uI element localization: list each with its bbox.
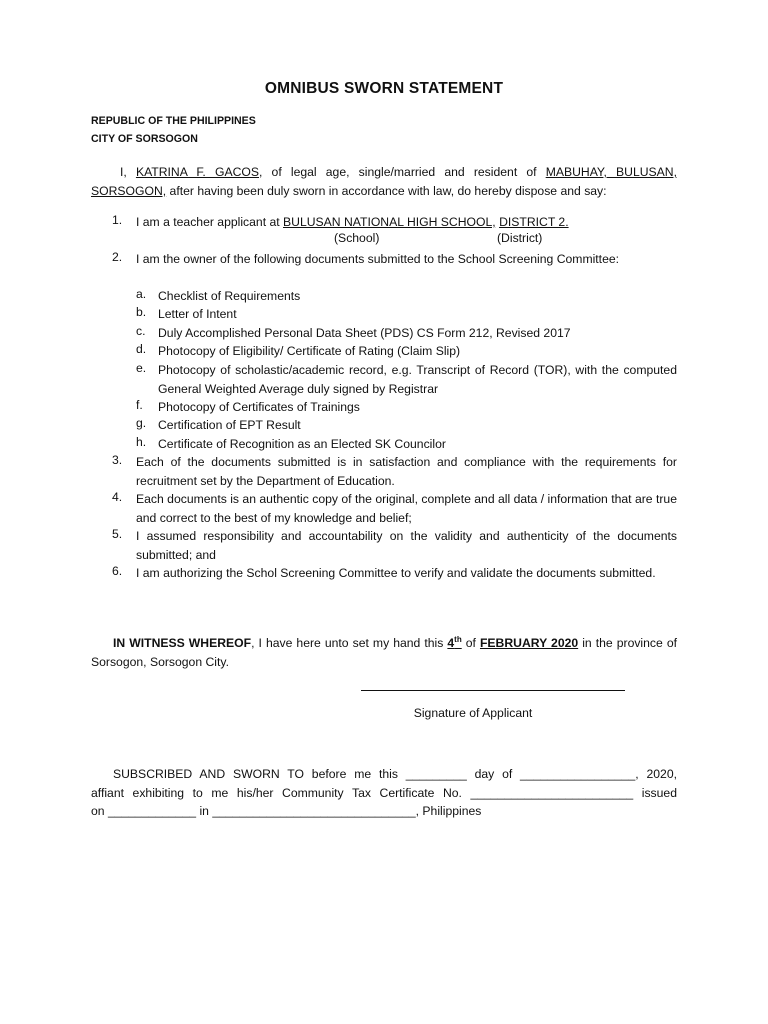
item-number: 5. — [112, 527, 123, 541]
header-republic: REPUBLIC OF THE PHILIPPINES — [91, 115, 256, 127]
jurat-line-2: affiant exhibiting to me his/her Community Tax Certificate No. ________________________ issued — [91, 786, 677, 800]
witness-paragraph: IN WITNESS WHEREOF, I have here unto set my hand this 4th of FEBRUARY 2020 in the province of Sorsogon, Sorsogon City. — [91, 635, 677, 670]
subitem-letter: c. — [136, 324, 146, 338]
item-3-text: Each of the documents submitted is in satisfaction and compliance with the requirements for recruitment set by the Department of Education. — [136, 455, 677, 488]
district-name: DISTRICT 2. — [499, 215, 569, 229]
item-2-text: I am the owner of the following documents submitted to the School Screening Committee: — [136, 252, 620, 266]
item-number: 3. — [112, 453, 123, 467]
item-number: 6. — [112, 564, 123, 578]
item-4-text: Each documents is an authentic copy of the original, complete and all data / information that are true and correct to the best of my knowledge and belief; — [136, 492, 677, 525]
subitem-letter: h. — [136, 435, 147, 449]
subitem-text: Photocopy of scholastic/academic record, e.g. Transcript of Record (TOR), with the computed General Weighted Average duly signed by Registrar — [158, 363, 677, 396]
subitem-text: Checklist of Requirements — [158, 289, 301, 303]
header-city: CITY OF SORSOGON — [91, 133, 198, 145]
subitem-text: Letter of Intent — [158, 307, 237, 321]
subitem-letter: g. — [136, 416, 147, 430]
intro-paragraph-cont: SORSOGON, after having been duly sworn in accordance with law, do hereby dispose and say: — [91, 184, 607, 198]
applicant-name: KATRINA F. GACOS — [135, 165, 259, 179]
subitem-text: Certification of EPT Result — [158, 418, 301, 432]
subitem-letter: f. — [136, 398, 143, 412]
subitem-text: Duly Accomplished Personal Data Sheet (PDS) CS Form 212, Revised 2017 — [158, 326, 571, 340]
subitem-text: Photocopy of Eligibility/ Certificate of Rating (Claim Slip) — [158, 344, 461, 358]
intro-paragraph: I, KATRINA F. GACOS, of legal age, single/married and resident of MABUHAY, BULUSAN, — [120, 165, 677, 179]
witness-date: FEBRUARY 2020 — [479, 636, 579, 651]
item-6-text: I am authorizing the Schol Screening Committee to verify and validate the documents submitted. — [136, 566, 656, 580]
jurat-line-3: on _____________ in ______________________________, Philippines — [91, 804, 482, 818]
subitem-letter: e. — [136, 361, 147, 375]
jurat-line-1: SUBSCRIBED AND SWORN TO before me this _________ day of _________________, 2020, — [113, 767, 677, 781]
address-line-1: MABUHAY, BULUSAN, — [545, 165, 677, 179]
item-number: 1. — [112, 213, 123, 227]
school-caption: (School) — [334, 231, 380, 245]
signature-label: Signature of Applicant — [413, 706, 533, 720]
subitem-letter: d. — [136, 342, 147, 356]
item-number: 4. — [112, 490, 123, 504]
address-line-2: SORSOGON, — [91, 184, 167, 198]
district-caption: (District) — [497, 231, 543, 245]
item-number: 2. — [112, 250, 123, 264]
subitem-letter: b. — [136, 305, 147, 319]
witness-day: 4th — [447, 635, 462, 651]
item-1-text: I am a teacher applicant at BULUSAN NATIONAL HIGH SCHOOL, DISTRICT 2. — [136, 215, 569, 229]
document-title: OMNIBUS SWORN STATEMENT — [264, 80, 504, 97]
school-name: BULUSAN NATIONAL HIGH SCHOOL, — [283, 215, 496, 229]
signature-line — [361, 690, 625, 691]
witness-lead: IN WITNESS WHEREOF — [113, 636, 252, 651]
item-5-text: I assumed responsibility and accountability on the validity and authenticity of the documents submitted; and — [136, 529, 677, 562]
subitem-text: Photocopy of Certificates of Trainings — [158, 400, 360, 414]
subitem-text: Certificate of Recognition as an Elected SK Councilor — [158, 437, 446, 451]
subitem-letter: a. — [136, 287, 147, 301]
